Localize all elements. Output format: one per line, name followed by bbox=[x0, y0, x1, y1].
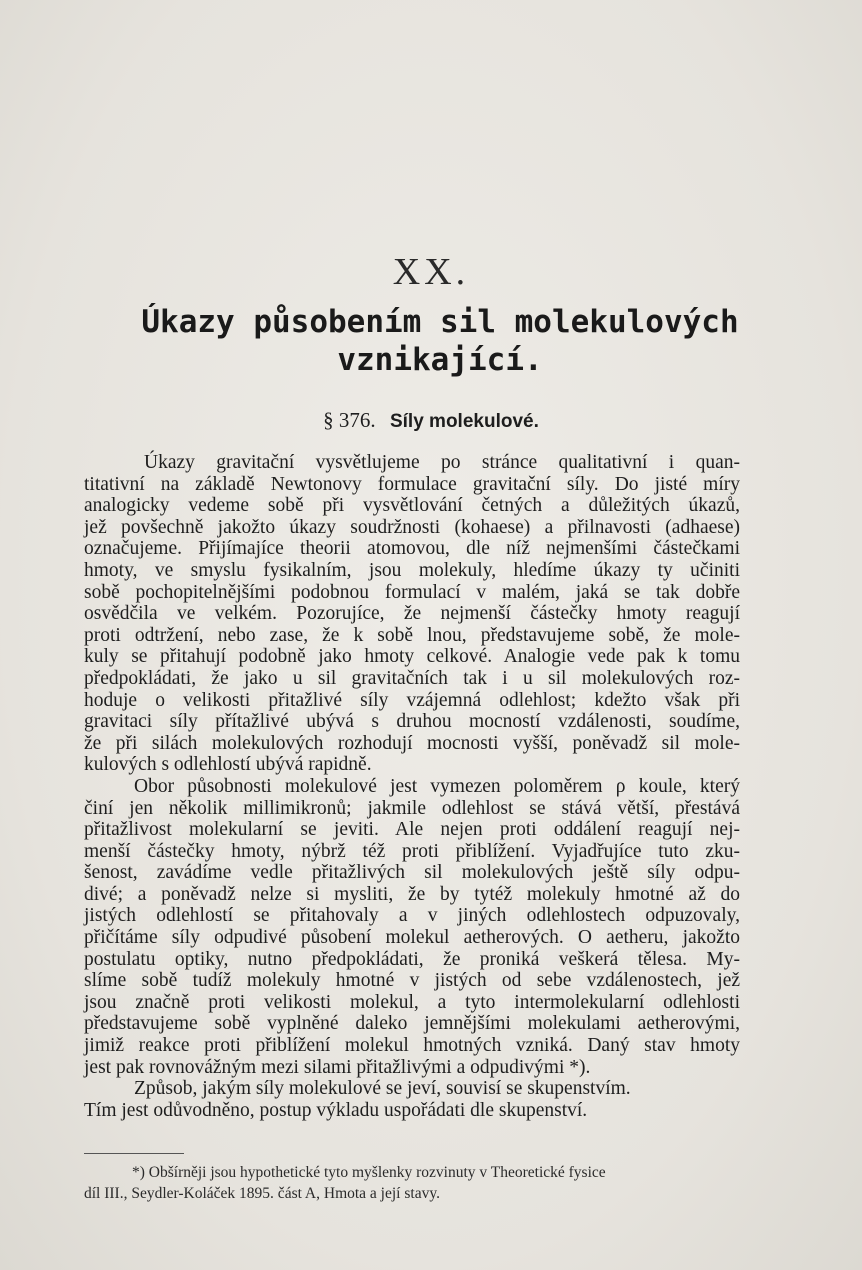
chapter-number: XX. bbox=[392, 251, 470, 293]
footnote-divider bbox=[84, 1153, 184, 1154]
footnote-line-1: *) Obšírněji jsou hypothetické tyto myšlenky rozvinuty v Theoretické fysice bbox=[132, 1164, 606, 1181]
body-line: označujeme. Přijímajíce theorii atomovou, dle níž nejmenšími částečkami bbox=[84, 538, 740, 560]
body-line: kuly se přitahují podobně jako hmoty celkové. Analogie vede pak k tomu bbox=[84, 646, 740, 668]
body-line: proti odtržení, nebo zase, že k sobě lnou, představujeme sobě, že mole- bbox=[84, 624, 740, 646]
body-line: jsou značně proti velikosti molekul, a tyto intermolekularní odlehlosti bbox=[84, 991, 740, 1013]
body-line: kulových s odlehlostí ubývá rapidně. bbox=[84, 754, 372, 776]
body-line: Způsob, jakým síly molekulové se jeví, souvisí se skupenstvím. bbox=[134, 1078, 631, 1100]
body-line: hoduje o velikosti přitažlivé síly vzájemná odlehlost; kdežto však při bbox=[84, 689, 740, 711]
body-line: přitažlivost molekularní se jeviti. Ale nejen proti oddálení reagují nej- bbox=[84, 819, 740, 841]
body-line: jistých odlehlostí se přitahovaly a v jiných odlehlostech odpuzovaly, bbox=[84, 905, 740, 927]
body-line: Obor působnosti molekulové jest vymezen poloměrem ρ koule, který bbox=[134, 775, 740, 797]
body-line: postulatu optiky, nutno předpokládati, že proniká veškerá tělesa. My- bbox=[84, 948, 740, 970]
body-line: menší částečky hmoty, nýbrž též proti přiblížení. Vyjadřujíce tuto zku- bbox=[84, 840, 740, 862]
body-line: šenost, zavádíme vedle přitažlivých sil molekulových ještě síly odpu- bbox=[84, 862, 740, 884]
body-line: Tím jest odůvodněno, postup výkladu uspořádati dle skupenství. bbox=[84, 1099, 588, 1121]
body-line: sobě pochopitelnějšími podobnou formulací v malém, jaká se tak dobře bbox=[84, 581, 740, 603]
section-name: Síly molekulové. bbox=[389, 411, 539, 432]
body-line: divé; a poněvadž nelze si mysliti, že by tytéž molekuly hmotné až do bbox=[84, 883, 740, 905]
body-line: činí jen několik millimikronů; jakmile odlehlost se stává větší, přestává bbox=[84, 797, 740, 819]
footnote bbox=[84, 1162, 740, 1204]
body-line: přičítáme síly odpudivé působení molekul aetherových. O aetheru, jakožto bbox=[84, 927, 740, 949]
body-line: analogicky vedeme sobě při vysvětlování četných a důležitých úkazů, bbox=[84, 495, 740, 517]
body-line: osvědčila ve velkém. Pozorujíce, že nejmenší částečky hmoty reagují bbox=[84, 603, 740, 625]
section-number: § 376. bbox=[323, 408, 376, 432]
body-line: Úkazy gravitační vysvětlujeme po stránce qualitativní i quan- bbox=[144, 452, 740, 473]
body-line: hmoty, ve smyslu fysikalním, jsou molekuly, hledíme úkazy ty učiniti bbox=[84, 559, 740, 581]
body-line: slíme sobě tudíž molekuly hmotné v jistých od sebe vzdálenostech, jež bbox=[84, 970, 740, 992]
body-line: gravitaci síly přítažlivé ubývá s druhou mocností vzdálenosti, soudíme, bbox=[84, 711, 740, 733]
body-line: jež povšechně jakožto úkazy soudržnosti (kohaese) a přilnavosti (adhaese) bbox=[84, 516, 740, 538]
chapter-title bbox=[60, 303, 820, 379]
body-text bbox=[84, 452, 740, 1121]
body-line: představujeme sobě vyplněné daleko jemnějšími molekulami aetherovými, bbox=[84, 1013, 740, 1035]
body-line: jimiž reakce proti přiblížení molekul hmotných vzniká. Daný stav hmoty bbox=[84, 1035, 740, 1057]
chapter-title-line-2: vznikající. bbox=[337, 342, 543, 378]
chapter-title-line-1: Úkazy působením sil molekulových bbox=[141, 304, 739, 340]
section-heading bbox=[0, 408, 862, 433]
body-line: titativní na základě Newtonovy formulace gravitační síly. Do jisté míry bbox=[84, 473, 740, 495]
body-line: že při silách molekulových rozhodují mocnosti vyšší, poněvadž sil mole- bbox=[84, 732, 740, 754]
body-line: jest pak rovnovážným mezi silami přitažlivými a odpudivými *). bbox=[84, 1056, 591, 1078]
footnote-line-2: díl III., Seydler-Koláček 1895. část A, Hmota a její stavy. bbox=[84, 1185, 440, 1202]
body-line: předpokládati, že jako u sil gravitačních tak i u sil molekulových roz- bbox=[84, 667, 740, 689]
